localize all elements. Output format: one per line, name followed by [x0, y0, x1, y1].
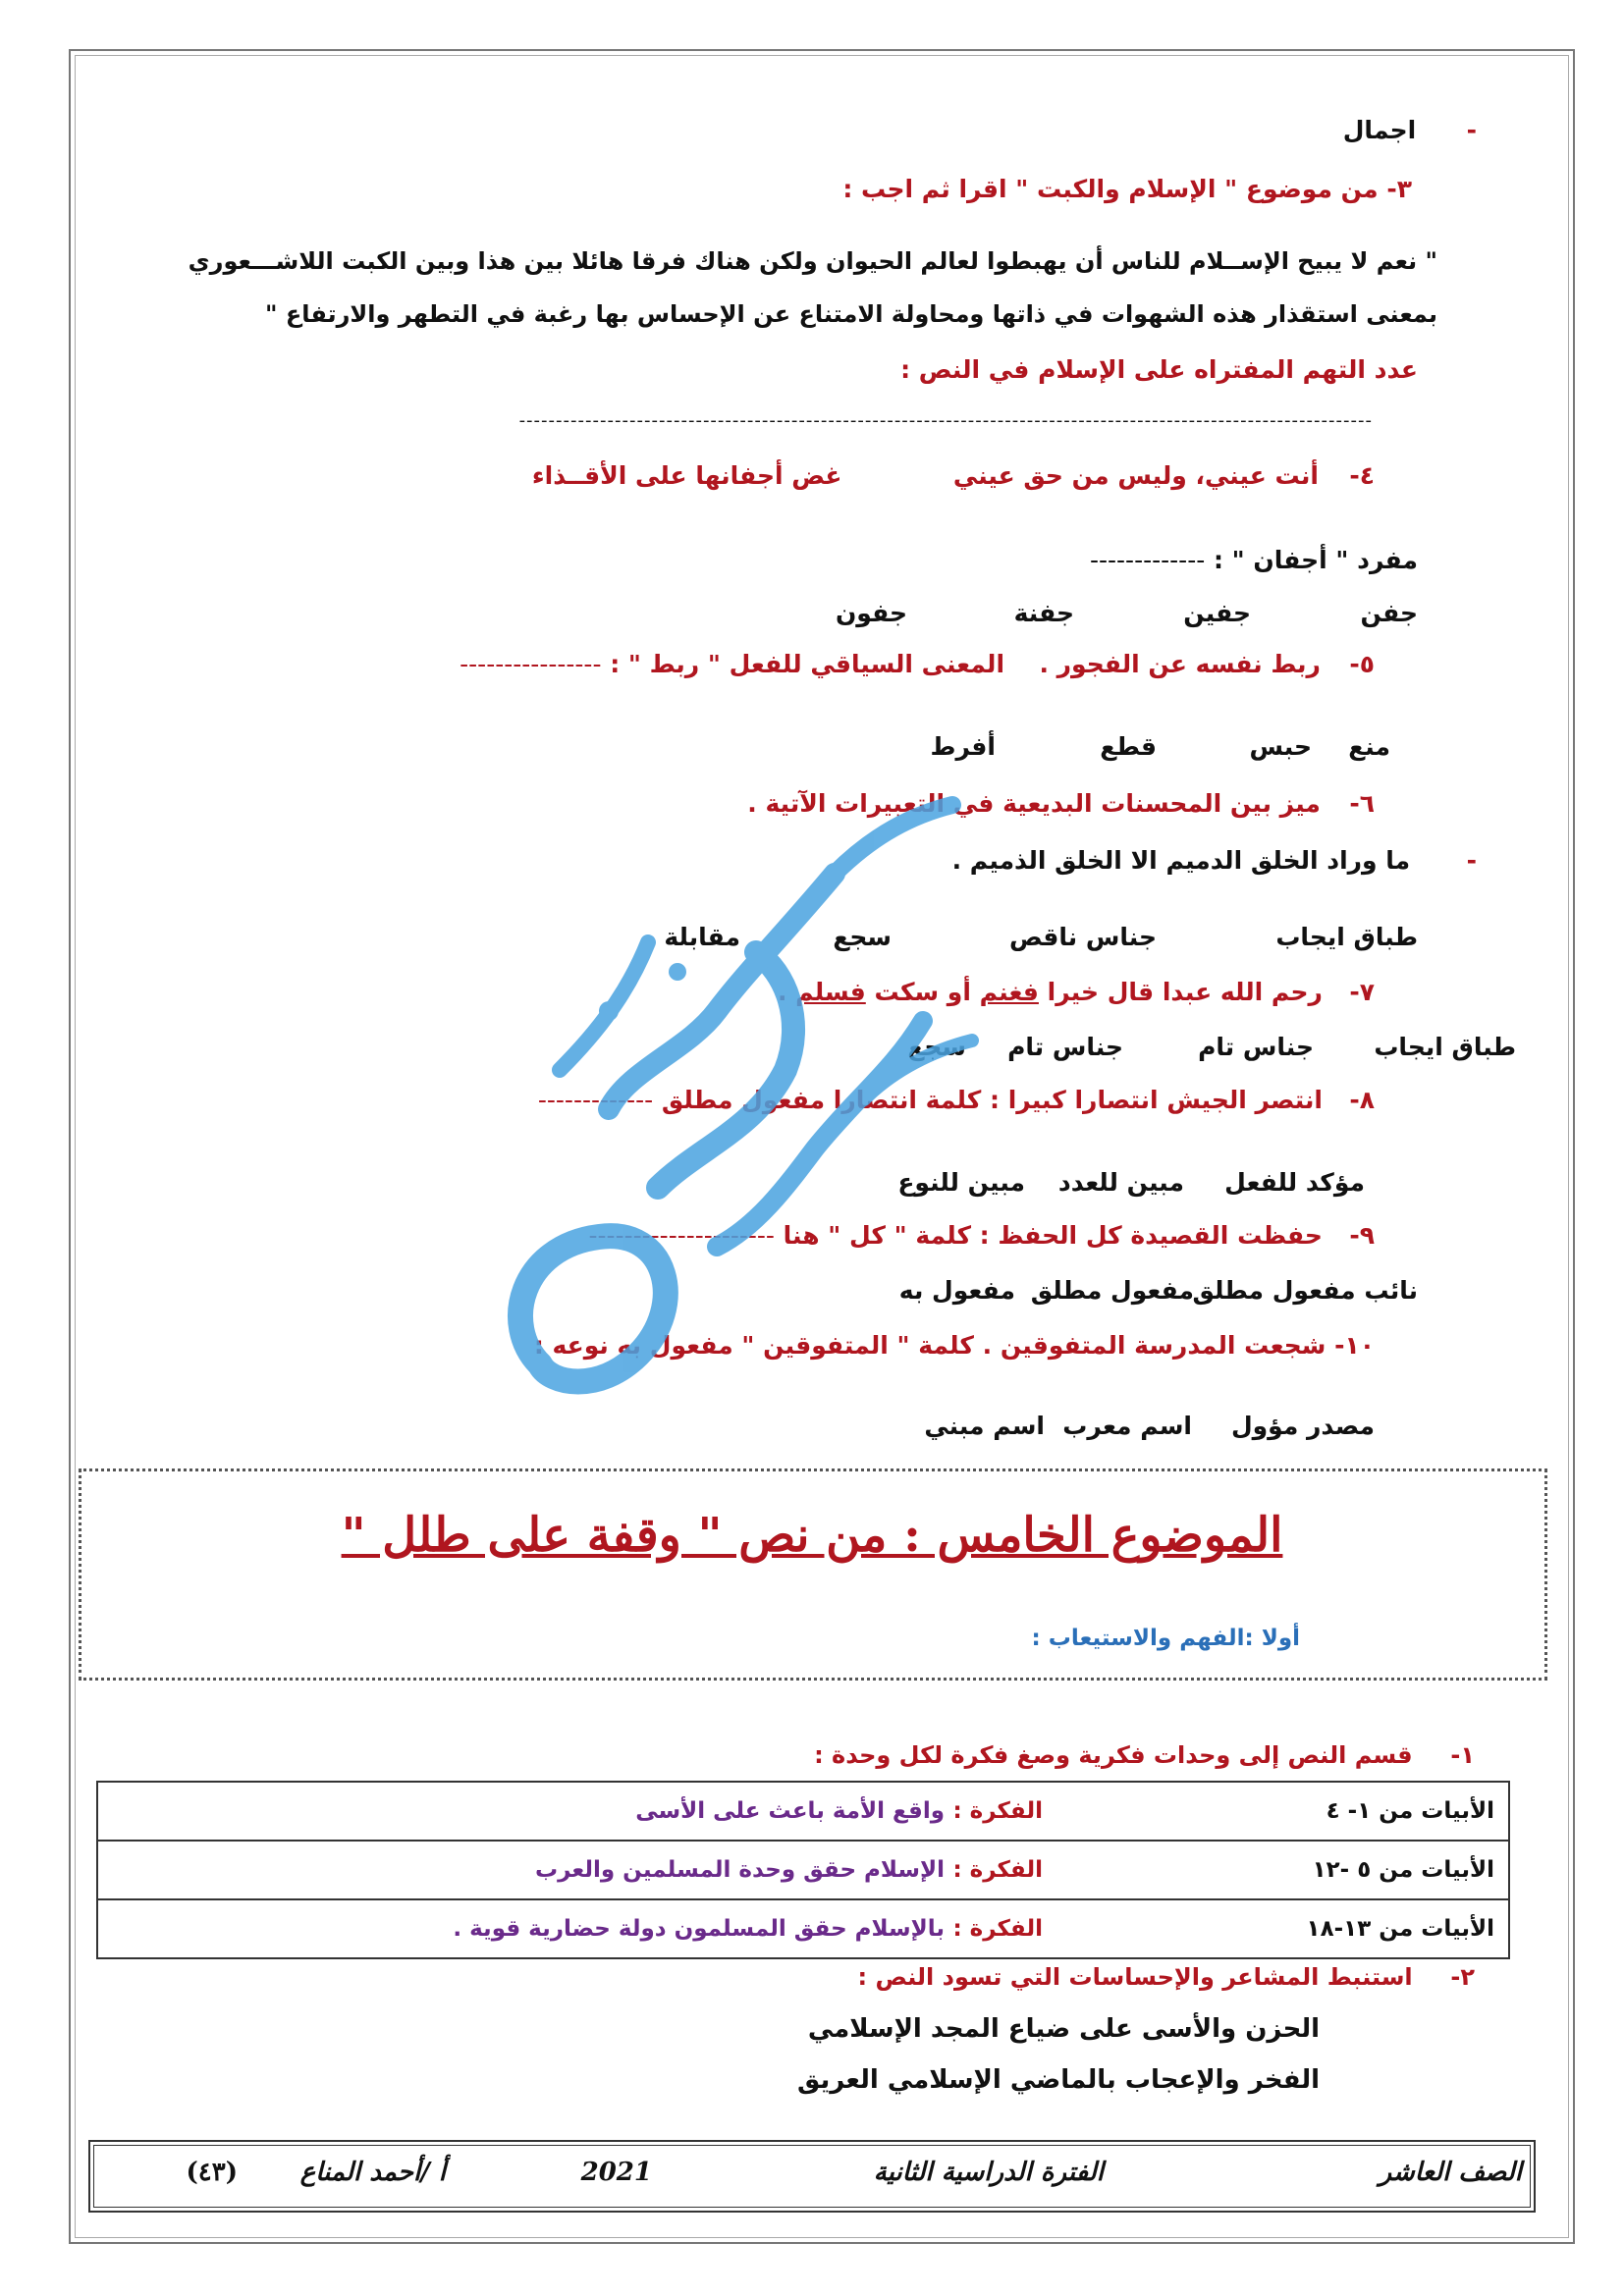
summary-heading [1343, 116, 1477, 144]
section-subheading: أولا :الفهم والاستيعاب : [1031, 1626, 1300, 1651]
q5-prompt [460, 650, 1375, 678]
q7-option-2: جناس تام [1198, 1033, 1314, 1061]
q4-option-2: جفين [1183, 599, 1251, 627]
row-range: الأبيات من ١- ٤ [1326, 1798, 1494, 1824]
q3-quote-line1: " نعم لا يبيح الإســلام للناس أن يهبطوا لعالم الحيوان ولكن هناك فرقا هائلا بين هذا وبين الكبت اللاشـــعوري [188, 247, 1437, 275]
q8-blank: ------------- [537, 1086, 654, 1114]
row-label: الفكرة : [952, 1916, 1043, 1942]
q4-option-4: جفون [835, 599, 907, 627]
table-cell [97, 1899, 1509, 1958]
q6-option-3: سجع [833, 923, 892, 951]
q6-text: ميز بين المحسنات البديعية في التعبيرات الآتية . [747, 789, 1321, 818]
footer-page-number: (٤٣) [186, 2158, 238, 2187]
part1-text: قسم النص إلى وحدات فكرية وصغ فكرة لكل وحدة : [814, 1741, 1413, 1769]
q6-option-2: جناس ناقص [1008, 923, 1157, 951]
q6-example [952, 846, 1477, 875]
part2-answer-2: الفخر والإعجاب بالماضي الإسلامي العريق [797, 2065, 1320, 2095]
table-cell [97, 1841, 1509, 1899]
q5-option-2: حبس [1249, 732, 1312, 761]
q4-hemistich1: أنت عيني، وليس من حق عيني [952, 461, 1319, 490]
q3-prompt [842, 175, 1412, 203]
summary-label: اجمال [1342, 116, 1417, 144]
q4-blank: ------------- [1089, 546, 1206, 574]
q9-option-3: مفعول به [898, 1276, 1015, 1305]
q10-option-3: اسم مبني [924, 1412, 1045, 1440]
q9-blank: --------------------- [588, 1221, 775, 1250]
q5-option-3: قطع [1100, 732, 1157, 761]
q5-option-4: أفرط [930, 732, 996, 761]
footer-term: الفترة الدراسية الثانية [873, 2158, 1104, 2187]
q5-task: المعنى السياقي للفعل " ربط " : [610, 650, 1005, 678]
q7-option-3: جناس تام [1007, 1033, 1123, 1061]
q7-number: ٧- [1349, 978, 1375, 1006]
q6-sub-text: ما وراد الخلق الدميم الا الخلق الذميم . [951, 846, 1411, 875]
q6-number: ٦- [1349, 789, 1375, 818]
q10-option-1: مصدر مؤول [1230, 1412, 1375, 1440]
q4-prompt [532, 461, 1375, 490]
q5-text: ربط نفسه عن الفجور . [1039, 650, 1321, 678]
q9-option-2: مفعول مطلق [1030, 1276, 1194, 1305]
q8-text: انتصر الجيش انتصارا كبيرا : كلمة انتصارا مفعول مطلق [661, 1086, 1323, 1114]
table-row [97, 1782, 1509, 1841]
q9-option-1: نائب مفعول مطلق [1192, 1276, 1418, 1305]
table-cell [97, 1782, 1509, 1841]
part2-number: ٢- [1450, 1963, 1475, 1991]
section-title: الموضوع الخامس : من نص " وقفة على طلل " [341, 1508, 1283, 1563]
footer-teacher: أ /أحمد المناع [299, 2158, 446, 2187]
q4-option-1: جفن [1360, 599, 1418, 627]
q8-prompt [538, 1086, 1375, 1114]
part2-prompt [858, 1963, 1475, 1991]
q4-number: ٤- [1349, 461, 1375, 490]
q4-task [1090, 546, 1418, 574]
section-title-box [79, 1468, 1547, 1681]
q7-option-1: طباق ايجاب [1374, 1033, 1516, 1061]
q10-option-2: اسم معرب [1062, 1412, 1192, 1440]
part1-prompt [814, 1741, 1475, 1769]
q3-answer-line: -------------------------------------------------------------------------------------------------------------------- [518, 410, 1373, 431]
q7-text-end: . [777, 978, 787, 1006]
q4-task-text: مفرد " أجفان " : [1213, 546, 1418, 574]
q4-option-3: جفنة [1013, 599, 1074, 627]
q10-number: ١٠- [1334, 1331, 1375, 1360]
table-row [97, 1899, 1509, 1958]
q8-option-3: مبين للنوع [897, 1168, 1025, 1197]
q8-option-2: مبين للعدد [1057, 1168, 1184, 1197]
part2-text: استنبط المشاعر والإحساسات التي تسود النص : [857, 1963, 1413, 1991]
q8-number: ٨- [1349, 1086, 1375, 1114]
q9-text: حفظت القصيدة كل الحفظ : كلمة " كل " هنا [783, 1221, 1323, 1250]
q3-text: من موضوع " الإسلام والكبت " اقرا ثم اجب : [842, 175, 1379, 203]
row-idea: الإسلام حقق وحدة المسلمين والعرب [534, 1857, 945, 1883]
row-label: الفكرة : [952, 1798, 1043, 1824]
row-range: الأبيات من ٥ -١٢ [1312, 1857, 1494, 1883]
row-range: الأبيات من ١٣-١٨ [1306, 1916, 1494, 1942]
row-idea: بالإسلام حقق المسلمون دولة حضارية قوية . [453, 1916, 945, 1942]
q4-hemistich2: غض أجفانها على الأقــذاء [531, 461, 842, 490]
summary-bullet: - [1466, 116, 1477, 144]
footer-grade: الصف العاشر [1379, 2158, 1522, 2187]
q6-option-1: طباق ايجاب [1275, 923, 1418, 951]
q6-sub-bullet: - [1466, 846, 1477, 875]
q10-prompt [534, 1331, 1375, 1360]
q7-word1: فغنم [979, 978, 1039, 1006]
q3-quote-line2: بمعنى استقذار هذه الشهوات في ذاتها ومحاولة الامتناع عن الإحساس بها رغبة في التطهر والارتفاع " [265, 300, 1437, 328]
q3-task: عدد التهم المفتراه على الإسلام في النص : [900, 355, 1418, 384]
q5-number: ٥- [1349, 650, 1375, 678]
table-row [97, 1841, 1509, 1899]
q6-prompt [747, 789, 1375, 818]
q7-word2: فسلم [795, 978, 866, 1006]
q5-option-1: منع [1348, 732, 1390, 761]
row-label: الفكرة : [952, 1857, 1043, 1883]
q7-option-4: سجع [907, 1033, 966, 1061]
row-idea: واقع الأمة باعث على الأسى [635, 1798, 945, 1824]
q3-number: ٣- [1386, 175, 1412, 203]
q9-number: ٩- [1349, 1221, 1375, 1250]
footer-year: 2021 [580, 2158, 652, 2187]
ideas-table [96, 1781, 1510, 1959]
part1-number: ١- [1450, 1741, 1475, 1769]
q7-text-part2: أو سكت [874, 978, 971, 1006]
q7-text-part1: رحم الله عبدا قال خيرا [1047, 978, 1323, 1006]
part2-answer-1: الحزن والأسى على ضياع المجد الإسلامي [807, 2014, 1320, 2044]
q5-blank: ---------------- [460, 650, 602, 678]
q7-prompt [778, 978, 1375, 1006]
q8-option-1: مؤكد للفعل [1224, 1168, 1365, 1197]
q10-text: شجعت المدرسة المتفوقين . كلمة " المتفوقين " مفعول به نوعه : [533, 1331, 1326, 1360]
q6-option-4: مقابلة [664, 923, 740, 951]
q9-prompt [589, 1221, 1376, 1250]
